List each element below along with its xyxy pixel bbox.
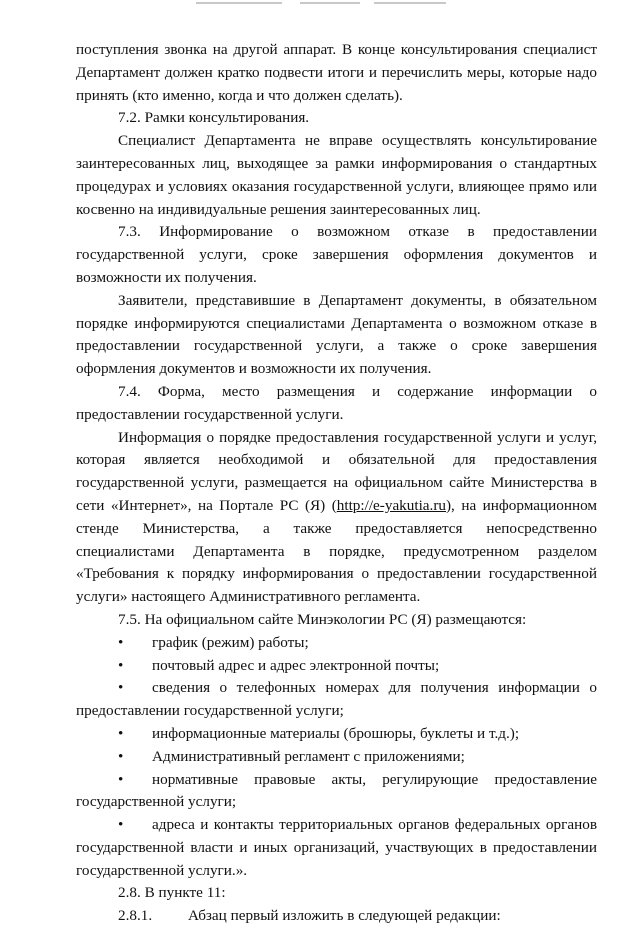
bullet-icon: • <box>118 679 124 697</box>
bullet-icon: • <box>118 633 124 651</box>
list-item-text: нормативные правовые акты, регулирующие предоставление государственной услуги; <box>76 770 597 811</box>
list-item <box>76 655 597 678</box>
scan-mark <box>300 2 360 4</box>
section-heading-2-8: 2.8. В пункте 11: <box>118 884 226 902</box>
scan-mark <box>196 2 282 4</box>
document-body <box>76 39 597 928</box>
list-item <box>76 723 597 746</box>
section-heading-7-5: 7.5. На официальном сайте Минэкологии РС (Я) размещаются: <box>118 610 527 628</box>
item-number: 2.8.1. <box>118 907 153 925</box>
numbered-item-2-8-1 <box>76 905 597 928</box>
list-item <box>76 677 597 723</box>
paragraph-text: ), на информационном стенде Министерства, а также предоставляется непосредственно специалистами Департамента в порядке, предусмотренном разделом «Требования к порядку информирования о предоставлении государственной услуги» настоящего Административного регламента. <box>76 496 597 606</box>
paragraph: Заявители, представившие в Департамент документы, в обязательном порядке информируются специалистами Департамента о возможном отказе в предоставлении государственной услуги, а также о сроке завершения оформления документов и возможности их получения. <box>76 291 597 378</box>
paragraph-with-link <box>76 427 597 609</box>
section-heading-7-3: 7.3. Информирование о возможном отказе в предоставлении государственной услуги, сроке завершения оформления документов и возможности их получения. <box>76 223 597 286</box>
bullet-icon: • <box>118 747 124 765</box>
list-item-text: адреса и контакты территориальных органов федеральных органов государственной власти и иных организаций, участвующих в предоставлении государственной услуги.». <box>76 816 597 879</box>
section-heading-7-2: 7.2. Рамки консультирования. <box>118 109 310 127</box>
paragraph-text: Информация о порядке предоставления государственной услуги и услуг, которая является необходимой и обязательной для предоставления государственной услуги, размещается на официальном сайте Министерства в сети «Интернет», на Портале РС (Я) ( <box>76 428 597 514</box>
list-item-text: Административный регламент с приложениями; <box>152 747 465 765</box>
item-text: Абзац первый изложить в следующей редакции: <box>188 907 501 925</box>
paragraph: Специалист Департамента не вправе осуществлять консультирование заинтересованных лиц, выходящее за рамки информирования о стандартных процедурах и условиях оказания государственной услуги, влияющее прямо или косвенно на индивидуальные решения заинтересованных лиц. <box>76 132 597 218</box>
list-item-text: почтовый адрес и адрес электронной почты; <box>152 656 440 674</box>
list-item-text: сведения о телефонных номерах для получения информации о предоставлении государственной услуги; <box>76 679 597 720</box>
bullet-icon: • <box>118 816 124 834</box>
list-item <box>76 769 597 815</box>
scan-mark <box>374 2 446 4</box>
portal-link[interactable]: http://e-yakutia.ru <box>336 496 446 514</box>
paragraph: поступления звонка на другой аппарат. В конце консультирования специалист Департамент должен кратко подвести итоги и перечислить меры, которые надо принять (кто именно, когда и что должен сделать). <box>76 41 597 104</box>
section-heading-7-4: 7.4. Форма, место размещения и содержание информации о предоставлении государственной услуги. <box>76 382 597 423</box>
list-item <box>76 746 597 769</box>
list-item-text: график (режим) работы; <box>152 633 309 651</box>
scan-edge-marks <box>0 2 640 6</box>
bullet-icon: • <box>118 770 124 788</box>
bullet-icon: • <box>118 724 124 742</box>
list-item-text: информационные материалы (брошюры, буклеты и т.д.); <box>152 724 520 742</box>
list-item <box>76 814 597 882</box>
bullet-icon: • <box>118 656 124 674</box>
list-item <box>76 632 597 655</box>
